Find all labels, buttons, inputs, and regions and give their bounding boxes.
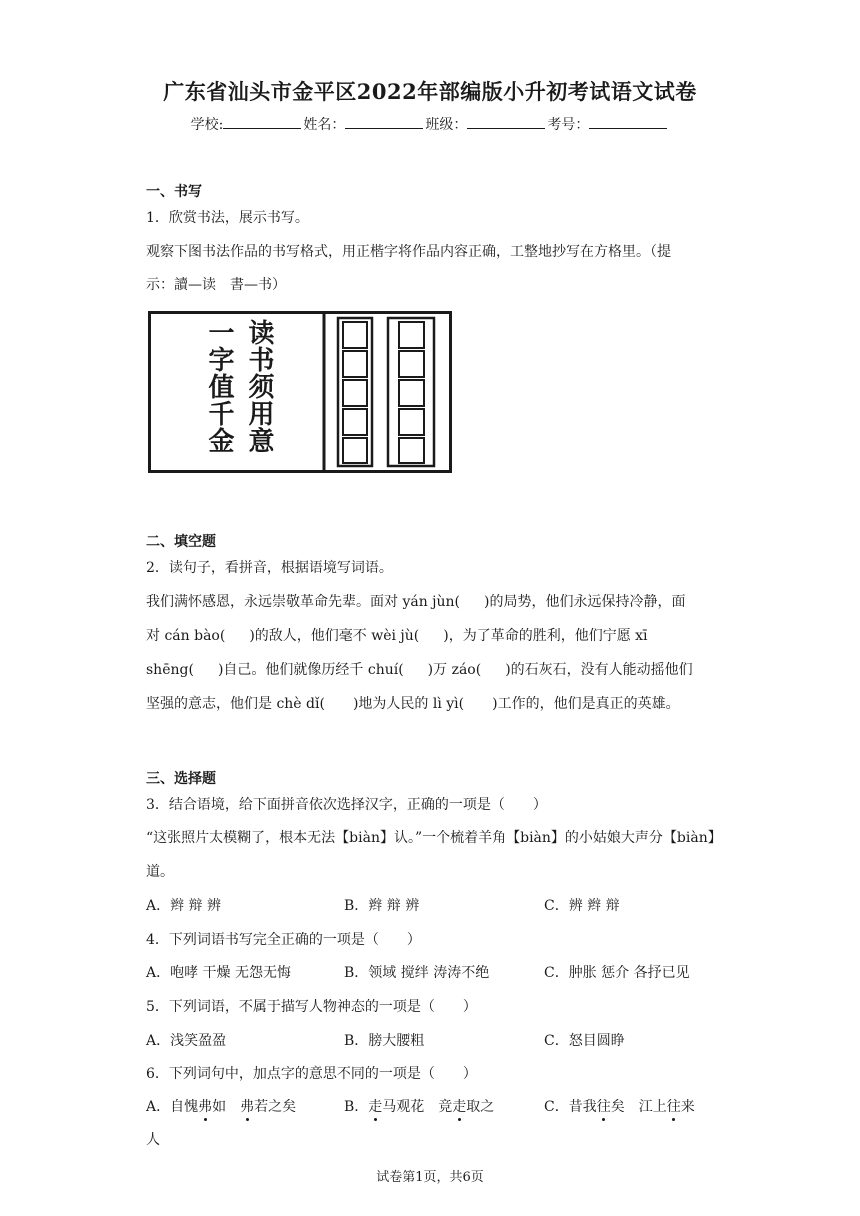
q6-title: 6．下列词句中，加点字的意思不同的一项是（ ） — [146, 1066, 477, 1082]
option-c[interactable]: C．怒目圆睁 — [544, 1033, 625, 1049]
section-heading-choice: 三、选择题 — [146, 771, 216, 787]
writing-grid-column-2[interactable] — [388, 318, 434, 466]
q2-text: )，为了革命的胜利，他们宁愿 xī — [443, 628, 648, 644]
q3-line2: 道。 — [146, 864, 174, 880]
q2-line2 — [146, 628, 726, 645]
page-title: 广东省汕头市金平区2022年部编版小升初考试语文试卷 — [163, 79, 697, 104]
dotted-char: 走 — [452, 1099, 467, 1115]
school-label: 学校: — [190, 117, 224, 133]
q2-text: 我们满怀感恩，永远崇敬革命先辈。面对 yán jùn( — [146, 594, 461, 610]
q2-title: 2．读句子，看拼音，根据语境写词语。 — [146, 560, 393, 576]
option-text: 若之矣 — [254, 1099, 297, 1115]
q6-option-c-wrap: 人 — [146, 1132, 160, 1148]
q2-text: )的石灰石，没有人能动摇他们 — [505, 662, 693, 678]
option-b[interactable] — [344, 1099, 494, 1116]
page-footer: 试卷第1页，共6页 — [376, 1170, 484, 1185]
q2-text: )万 záo( — [427, 662, 482, 678]
option-c[interactable]: C．肿胀 惩介 各抒已见 — [544, 965, 690, 981]
calligraphy-frame — [148, 311, 452, 473]
number-blank[interactable] — [589, 114, 667, 129]
dotted-char: 往 — [666, 1099, 681, 1115]
school-blank[interactable] — [223, 114, 301, 129]
section-heading-writing: 一、书写 — [146, 184, 202, 200]
option-text: 矣 江上 — [610, 1099, 667, 1115]
number-label: 考号： — [547, 117, 590, 133]
option-a[interactable]: A．浅笑盈盈 — [146, 1033, 227, 1049]
option-text: 来 — [680, 1099, 695, 1115]
name-label: 姓名： — [303, 117, 346, 133]
option-text: 如 — [212, 1099, 241, 1115]
q2-text: )的敌人，他们毫不 wèi jù( — [249, 628, 420, 644]
option-text: C．昔我 — [544, 1099, 597, 1115]
dotted-char: 弗 — [240, 1099, 255, 1115]
q5-title: 5．下列词语，不属于描写人物神态的一项是（ ） — [146, 999, 477, 1015]
option-b[interactable]: B．领域 搅绊 涛涛不绝 — [344, 965, 490, 981]
writing-grid-column-1[interactable] — [338, 318, 372, 466]
dotted-char: 往 — [596, 1099, 611, 1115]
q2-text: 对 cán bào( — [146, 628, 226, 644]
option-b[interactable]: B．膀大腰粗 — [344, 1033, 425, 1049]
option-c[interactable]: C．辨 辫 辩 — [544, 898, 620, 914]
q3-title: 3．结合语境，给下面拼音依次选择汉字，正确的一项是（ ） — [146, 797, 547, 813]
q2-line1 — [146, 594, 726, 611]
calligraphy-figure — [148, 311, 452, 473]
q3-line1: “这张照片太模糊了，根本无法【biàn】认。”一个梳着羊角【biàn】的小姑娘大声分【biàn】 — [146, 830, 722, 846]
q1-title: 1．欣赏书法，展示书写。 — [146, 210, 309, 226]
option-text: A．自愧 — [146, 1099, 199, 1115]
option-a[interactable]: A．辫 辩 辨 — [146, 898, 222, 914]
option-a[interactable]: A．咆哮 干燥 无怨无悔 — [146, 965, 292, 981]
q1-instruction-line1: 观察下图书法作品的书写格式，用正楷字将作品内容正确，工整地抄写在方格里。（提 — [146, 244, 671, 260]
option-c[interactable] — [544, 1099, 695, 1116]
q2-line3 — [146, 662, 726, 679]
calligraphy-left-column: 一字值千金 — [204, 319, 234, 454]
option-text: B． — [344, 1099, 369, 1115]
class-label: 班级： — [425, 117, 468, 133]
q2-text: )的局势，他们永远保持冷静，面 — [484, 594, 686, 610]
q1-instruction-line2: 示：讀—读 書—书） — [146, 277, 286, 293]
q2-line4: 坚强的意志，他们是 chè dǐ( )地为人民的 lì yì( )工作的，他们是真正的英雄。 — [146, 696, 680, 712]
name-blank[interactable] — [345, 114, 423, 129]
option-b[interactable]: B．辫 辩 辨 — [344, 898, 420, 914]
option-text: 马观花 竞 — [382, 1099, 453, 1115]
q4-title: 4．下列词语书写完全正确的一项是（ ） — [146, 932, 421, 948]
class-blank[interactable] — [467, 114, 545, 129]
section-heading-fill-blank: 二、填空题 — [146, 534, 216, 550]
option-text: 取之 — [466, 1099, 495, 1115]
calligraphy-right-column: 读书须用意 — [244, 319, 274, 454]
dotted-char: 走 — [368, 1099, 383, 1115]
student-info-line — [0, 114, 860, 134]
option-a[interactable] — [146, 1099, 296, 1116]
q2-text: )自己。他们就像历经千 chuí( — [217, 662, 404, 678]
q2-text: shēng( — [146, 662, 194, 678]
dotted-char: 弗 — [198, 1099, 213, 1115]
